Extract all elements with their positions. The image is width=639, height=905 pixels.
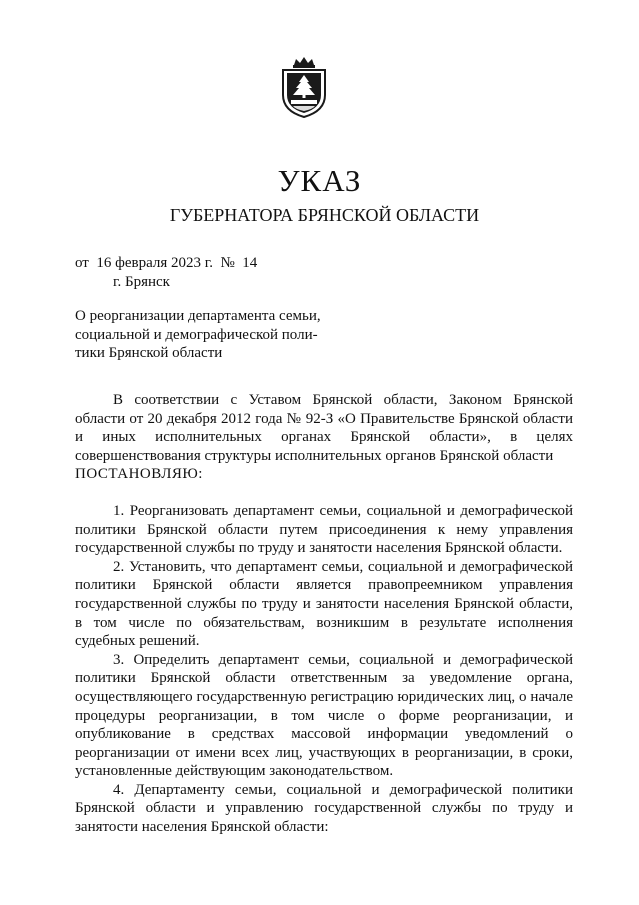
- subject-block: [75, 307, 321, 363]
- date-prefix: от: [75, 255, 89, 271]
- decree-item-1: 1. Реорганизовать департамент семьи, социальной и демографической политики Брянской области путем присоединения к нему управления государственной службы по труду и занятости населения Брянской области.: [75, 502, 573, 557]
- page-subtitle: ГУБЕРНАТОРА БРЯНСКОЙ ОБЛАСТИ: [169, 205, 480, 225]
- decree-item-4: 4. Департаменту семьи, социальной и демографической политики Брянской области и управлению государственной службы по труду и занятости населения Брянской области:: [75, 781, 573, 836]
- document-date: 16 февраля 2023 г.: [96, 255, 213, 271]
- number-sign: №: [220, 255, 235, 271]
- subject-line: тики Брянской области: [75, 345, 223, 361]
- subject-line: социальной и демографической поли-: [75, 326, 318, 343]
- document-body: [75, 391, 573, 837]
- date-line: [75, 254, 257, 272]
- decree-item-2: 2. Установить, что департамент семьи, социальной и демографической политики Брянской области является правопреемником управления государственной службы по труду и занятости населения Брянской области, в том числе по обязательствам, возникшим в результате исполнения судебных решений.: [75, 558, 573, 650]
- preamble-paragraph: В соответствии с Уставом Брянской области, Законом Брянской области от 20 декабря 2012 года № 92-З «О Правительстве Брянской области и иных исполнительных органах Брянской области», в целях совершенствования структуры исполнительных органов Брянской области: [75, 392, 573, 464]
- city-line: г. Брянск: [113, 274, 170, 290]
- subject-line: О реорганизации департамента семьи,: [75, 308, 321, 324]
- page-title: УКАЗ: [277, 163, 362, 198]
- coat-of-arms-icon: [279, 55, 329, 119]
- document-number: 14: [242, 255, 258, 271]
- decree-item-3: 3. Определить департамент семьи, социальной и демографической политики Брянской области ответственным за уведомление органа, осуществляющего государственную регистрацию юридических лиц, о начале процедуры реорганизации, в том числе о форме реорганизации, и опубликование в средствах массовой информации уведомлений о реорганизации от имени всех лиц, участвующих в реорганизации, в сроки, установленные действующим законодательством.: [75, 651, 573, 780]
- decree-word: ПОСТАНОВЛЯЮ:: [75, 466, 203, 483]
